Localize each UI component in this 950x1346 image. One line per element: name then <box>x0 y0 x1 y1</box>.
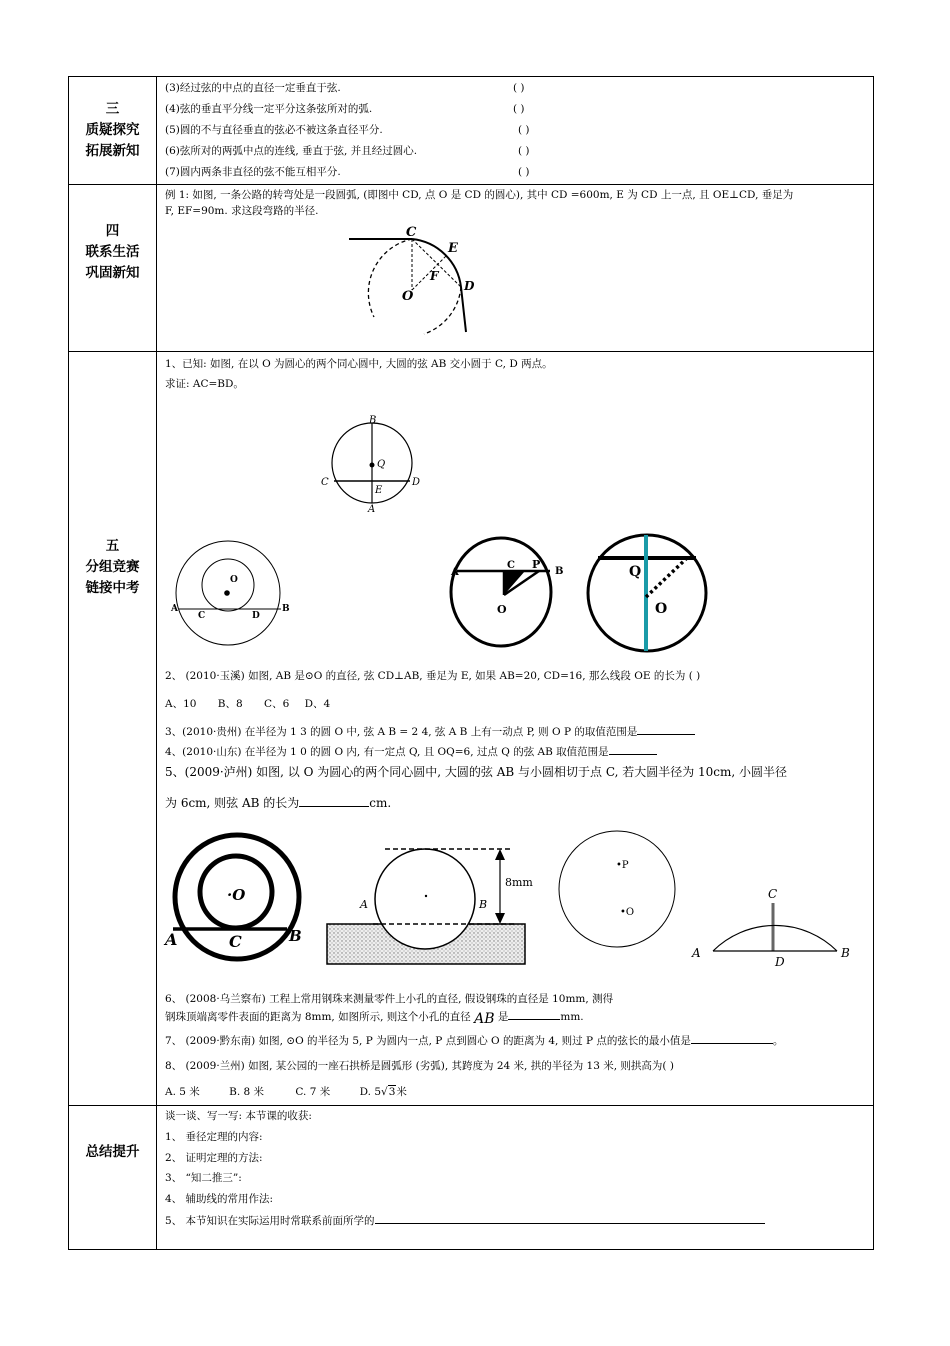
q4-stem-row <box>165 744 657 759</box>
arch-bridge-figure <box>687 883 857 969</box>
label-B: B <box>555 566 564 577</box>
label-C: C <box>507 560 515 571</box>
arrow-down <box>495 913 505 924</box>
label-E: E <box>448 241 458 256</box>
label-D: D <box>412 477 421 488</box>
steel-ball <box>375 849 475 949</box>
label-O: O <box>497 603 507 616</box>
circle-chord-figure <box>317 415 427 515</box>
q8-option-d-pre: D. 5 <box>359 1086 381 1098</box>
summary-item-3: 3、 “知二推三”: <box>165 1172 242 1184</box>
q7-row <box>165 1033 783 1048</box>
q8-stem: 8、 (2009·兰州) 如图, 某公园的一座石拱桥是圆弧形 (劣弧), 其跨度为 24 米, 拱的半径为 13 米, 则拱高为( ) <box>165 1060 674 1072</box>
center-point <box>425 895 427 897</box>
dotted-radius <box>646 558 687 597</box>
q1-line-2: 求证: AC=BD。 <box>165 378 244 390</box>
summary-item-5: 5、 本节知识在实际运用时常联系前面所学的 <box>165 1215 375 1227</box>
q6-answer-blank[interactable] <box>508 1009 560 1020</box>
judge-text: (3)经过弦的中点的直径一定垂直于弦. <box>165 82 341 94</box>
label-C: C <box>406 225 417 240</box>
summary-item-4: 4、 辅助线的常用作法: <box>165 1193 274 1205</box>
q6-line-2b: 是 <box>497 1011 509 1023</box>
q4-answer-blank[interactable] <box>609 744 657 755</box>
q8-option-d-post: 米 <box>396 1086 407 1098</box>
circle-outline <box>559 831 675 947</box>
summary-answer-blank[interactable] <box>375 1213 765 1224</box>
label-C: C <box>229 932 242 951</box>
judge-item <box>165 165 341 179</box>
q2-options <box>165 697 330 711</box>
label-D: D <box>252 611 260 621</box>
label-B: B <box>369 415 377 426</box>
summary-item-1: 1、 垂径定理的内容: <box>165 1131 263 1143</box>
label-E: E <box>375 485 383 496</box>
label-A: A <box>451 567 459 578</box>
q6-line-2c: mm. <box>560 1011 584 1023</box>
section-5-label <box>69 536 156 599</box>
judge-text: (4)弦的垂直平分线一定平分这条弦所对的弧. <box>165 103 373 115</box>
example-line-1: 例 1: 如图, 一条公路的转弯处是一段圆弧, (即图中 CD, 点 O 是 CD 的圆心), 其中 CD =600m, E 为 CD 上一点, 且 OE⊥CD, 垂足为 <box>165 189 794 201</box>
summary-item-2: 2、 证明定理的方法: <box>165 1152 263 1164</box>
label-O: O <box>230 575 238 585</box>
q8-options <box>165 1085 407 1099</box>
judge-item <box>165 81 341 95</box>
inner-circle <box>202 559 254 611</box>
q5-line-2 <box>165 795 391 810</box>
label-B: B <box>841 946 850 960</box>
label-B: B <box>289 927 302 945</box>
steel-ball-figure <box>325 832 545 967</box>
label-B: B <box>479 898 488 911</box>
example-line-2: F, EF=90m. 求这段弯路的半径. <box>165 205 319 217</box>
judge-item <box>165 102 372 116</box>
q8-option-b[interactable]: B. 8 米 <box>229 1086 265 1098</box>
judge-paren[interactable]: ( ) <box>513 103 525 115</box>
judge-text: (5)圆的不与直径垂直的弦必不被这条直径平分. <box>165 124 383 136</box>
judge-item <box>165 144 417 158</box>
q8-option-c[interactable]: C. 7 米 <box>295 1086 331 1098</box>
section-3-number: 三 <box>105 101 120 117</box>
q3-stem: 3、(2010·贵州) 在半径为 1 3 的圆 O 中, 弦 A B = 2 4, 弦 A B 上有一动点 P, 则 O P 的取值范围是 <box>165 726 638 738</box>
section-summary-title: 总结提升 <box>85 1144 140 1160</box>
q8-option-a[interactable]: A. 5 米 <box>165 1086 200 1098</box>
q7-answer-blank[interactable] <box>691 1033 773 1044</box>
circle-outline <box>451 538 551 646</box>
label-Q: Q <box>377 459 386 470</box>
section-3-label <box>69 99 156 162</box>
row-divider <box>69 351 873 352</box>
q6-ab: AB <box>474 1011 495 1027</box>
label-Q: Q <box>629 564 642 580</box>
q5-answer-blank[interactable] <box>299 795 369 807</box>
section-4-label <box>69 221 156 284</box>
q5-line-2a: 为 6cm, 则弦 AB 的长为 <box>165 796 300 810</box>
q6-line-2 <box>165 1009 584 1027</box>
label-C: C <box>198 611 206 621</box>
q2-option-d[interactable]: D、4 <box>304 698 331 710</box>
q2-stem: 2、 (2010·玉溪) 如图, AB 是⊙O 的直径, 弦 CD⊥AB, 垂足为 E, 如果 AB=20, CD=16, 那么线段 OE 的长为 ( ) <box>165 670 701 682</box>
q6-line-2a: 钢珠顶端离零件表面的距离为 8mm, 如图所示, 则这个小孔的直径 <box>165 1011 471 1023</box>
dashed-circle-left <box>368 239 412 317</box>
section-5-number: 五 <box>105 538 120 554</box>
dimension-label: 8mm <box>505 876 533 889</box>
label-A: A <box>360 898 368 911</box>
q2-option-a[interactable]: A、10 <box>165 698 197 710</box>
section-5-title-1: 分组竞赛 <box>85 559 140 575</box>
label-O: O <box>402 289 414 304</box>
section-3-title-1: 质疑探究 <box>85 122 140 138</box>
summary-item-5-row <box>165 1213 765 1228</box>
q3-answer-blank[interactable] <box>637 724 695 735</box>
judge-text: (7)圆内两条非直径的弦不能互相平分. <box>165 166 341 178</box>
label-B: B <box>282 604 290 614</box>
concentric-circles-figure <box>169 529 299 649</box>
section-4-title-1: 联系生活 <box>85 244 140 260</box>
judge-paren[interactable]: ( ) <box>518 145 530 157</box>
q2-option-b[interactable]: B、8 <box>217 698 243 710</box>
q1-line-1: 1、已知: 如图, 在以 O 为圆心的两个同心圆中, 大圆的弦 AB 交小圆于 C, D 两点。 <box>165 358 553 370</box>
label-P: •P <box>616 860 629 871</box>
label-D: D <box>464 279 475 293</box>
judge-paren[interactable]: ( ) <box>518 124 530 136</box>
column-divider <box>156 77 157 1249</box>
judge-paren[interactable]: ( ) <box>513 82 525 94</box>
center-point <box>370 463 375 468</box>
arrow-up <box>495 849 505 860</box>
q5-line-2b: cm. <box>369 796 392 810</box>
tangent-concentric-figure <box>165 825 300 975</box>
q5-line-1: 5、(2009·泸州) 如图, 以 O 为圆心的两个同心圆中, 大圆的弦 AB 与小圆相切于点 C, 若大圆半径为 10cm, 小圆半径 <box>165 765 788 779</box>
label-O: •O <box>620 907 635 918</box>
label-D: D <box>775 955 785 969</box>
q3-stem-row <box>165 724 695 739</box>
label-A: A <box>165 930 178 949</box>
q7-stem: 7、 (2009·黔东南) 如图, ⊙O 的半径为 5, P 为圆内一点, P 点到圆心 O 的距离为 4, 则过 P 点的弦长的最小值是 <box>165 1035 691 1047</box>
arch <box>713 925 837 951</box>
label-P: P <box>532 558 541 571</box>
label-O: ·O <box>227 886 246 904</box>
label-F: F <box>430 269 439 283</box>
section-4-title-2: 巩固新知 <box>85 265 140 281</box>
judge-text: (6)弦所对的两弧中点的连线, 垂直于弦, 并且经过圆心. <box>165 145 418 157</box>
circle-teal-diameter-figure <box>585 529 715 654</box>
row-divider <box>69 1105 873 1106</box>
q8-option-d[interactable] <box>360 1086 407 1098</box>
judge-paren[interactable]: ( ) <box>518 166 530 178</box>
summary-intro: 谈一谈、写一写: 本节课的收获: <box>165 1110 312 1122</box>
section-3-title-2: 拓展新知 <box>85 143 140 159</box>
circle-radius-figure <box>447 531 577 649</box>
sqrt-sign: √3 <box>381 1086 396 1098</box>
row-divider <box>69 184 873 185</box>
section-4-number: 四 <box>105 223 120 239</box>
dashed-circle-right <box>424 287 461 334</box>
judge-item <box>165 123 383 137</box>
section-5-title-2: 链接中考 <box>85 580 140 596</box>
section-summary-label <box>69 1142 156 1163</box>
circle-point-figure <box>557 827 677 952</box>
label-A: A <box>692 946 701 960</box>
label-A: A <box>368 504 376 515</box>
lesson-table <box>68 76 874 1250</box>
center-point <box>224 590 230 596</box>
road-curve-figure <box>344 222 484 337</box>
label-A: A <box>171 604 178 614</box>
q2-option-c[interactable]: C、6 <box>264 698 290 710</box>
label-C: C <box>321 477 329 488</box>
q7-end: 。 <box>772 1035 784 1047</box>
label-O: O <box>655 601 668 617</box>
q6-line-1: 6、 (2008·乌兰察布) 工程上常用钢珠来测量零件上小孔的直径, 假设钢珠的直径是 10mm, 测得 <box>165 993 614 1005</box>
q4-stem: 4、(2010·山东) 在半径为 1 0 的圆 O 内, 有一定点 Q, 且 OQ=6, 过点 Q 的弦 AB 取值范围是 <box>165 746 609 758</box>
label-C: C <box>768 887 778 901</box>
sqrt-radicand: 3 <box>388 1086 396 1098</box>
